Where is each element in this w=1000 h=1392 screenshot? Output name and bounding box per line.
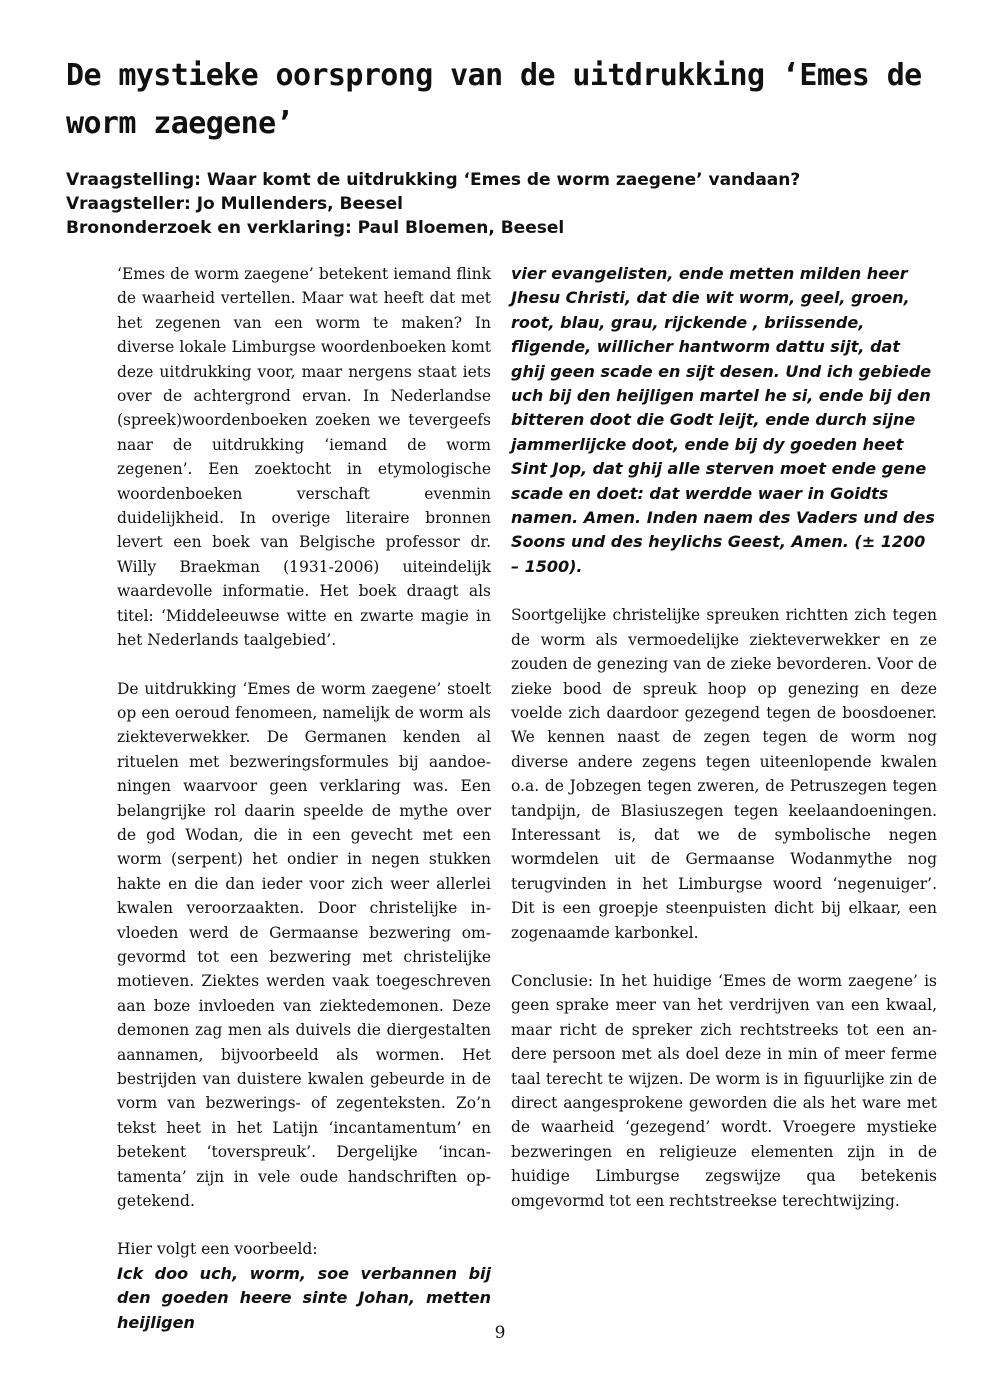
paragraph-2: De uitdrukking ‘Emes de worm zaegene’ stoelt op een oeroud fenomeen, namelijk de worm als ziekteverwekker. De Germanen kenden al rituelen met bezweringsformules bij aandoeningen waarvoor geen verklaring was. Een belangrijke rol daarin speelde de mythe over de god Wodan, die in een gevecht met een worm (serpent) het ondier in negen stukken hakte en die dan ieder voor zich weer allerlei kwalen veroorzaakten. Door christelijke invloeden werd de Germaanse bezwering omgevormd tot een bezwering met christelijke motieven. Ziektes werden vaak toegeschreven aan boze invloeden van ziektedemonen. Deze demonen zag men als duivels die diergestalten aannamen, bijvoorbeeld als wormen. Het bestrijden van duistere kwalen gebeurde in de vorm van bezwerings- of zegenteksten. Zo’n tekst heet in het Latijn ‘incantamentum’ en betekent ‘toverspreuk’. Dergelijke ‘incantamenta’ zijn in vele oude handschriften opgetekend. — [117, 679, 491, 1211]
example-prayer-continued: vier evangelisten, ende metten milden heer Jhesu Christi, dat die wit worm, geel, groen, root, blau, grau, rijckende , briissende, fligende, willicher hantworm dattu sijt, dat ghij geen scade en sijt desen. Und ich gebiede uch bij den heijligen martel he si, ende bij den bitteren doot die Godt leijt, ende durch sijne jammerlijcke doot, ende bij dy goeden heet Sint Jop, dat ghij alle sterven moet ende gene scade en doet: dat werdde waer in Goidts namen. Amen. Inden naem des Vaders und des Soons und des heylichs Geest, Amen. (± 1200 – 1500). — [511, 264, 935, 576]
page-number: 9 — [494, 1323, 506, 1343]
research-line: Brononderzoek en verklaring: Paul Bloemen, Beesel — [66, 218, 565, 238]
conclusion-paragraph: Conclusie: In het huidige ‘Emes de worm zaegene’ is geen sprake meer van het verdrijven van een kwaal, maar richt de spreker zich rechtstreeks tot een andere persoon met als doel deze in min of meer ferme taal terecht te wijzen. De worm is in figuurlijke zin de direct aangesprokene geworden die als het ware met de waarheid ‘gezegend’ wordt. Vroegere mystieke bezweringen en religieuze elementen zijn in de huidige Limburgse zegswijze qua betekenis omgevormd tot een rechtstreekse terechtwijzing. — [511, 971, 937, 1210]
article-title: De mystieke oorsprong van de uitdrukking ‘Emes de worm zaegene’ — [66, 58, 922, 141]
example-prayer-start: Ick doo uch, worm, soe verbannen bij den goeden heere sinte Johan, metten heijligen — [117, 1263, 491, 1332]
asker-line: Vraagsteller: Jo Mullenders, Beesel — [66, 194, 404, 214]
question-line: Vraagstelling: Waar komt de uitdrukking ‘Emes de worm zaegene’ vandaan? — [66, 170, 801, 190]
article-meta — [66, 168, 946, 240]
example-block — [117, 1237, 491, 1335]
paragraph-3: Soortgelijke christelijke spreuken richtten zich tegen de worm als vermoedelijke ziekteverwekker en ze zouden de genezing van de zieke bevorderen. Voor de zieke bood de spreuk hoop op genezing en deze voelde zich daardoor gezegend tegen de boosdoener. We kennen naast de zegen tegen de worm nog diverse andere zegens tegen uiteenlopende kwalen o.a. de Jobzegen tegen zweren, de Petruszegen tegen tandpijn, de Blasiuszegen tegen keelaandoeningen. Interessant is, dat we de symbolische negen wormdelen uit de Germaanse Wodanmythe nog terugvinden in het Limburgse woord ‘negenuiger’. Dit is een groepje steenpuisten dicht bij elkaar, een zogenaamde karbonkel. — [511, 606, 937, 942]
right-column — [511, 262, 937, 1213]
left-column — [117, 262, 491, 1335]
example-intro: Hier volgt een voorbeeld: — [117, 1240, 318, 1259]
paragraph-1: ‘Emes de worm zaegene’ betekent iemand flink de waarheid vertellen. Maar wat heeft dat met het zegenen van een worm te maken? In diverse lokale Limburgse woordenboeken komt deze uitdrukking voor, maar nergens staat iets over de achtergrond ervan. In Nederlandse (spreek)woordenboeken zoeken we tevergeefs naar de uitdrukking ‘iemand de worm zegenen’. Een zoektocht in etymologische woordenboeken verschaft evenmin duidelijkheid. In overige literaire bronnen levert een boek van Belgische professor dr. Willy Braekman (1931-2006) uiteindelijk waardevolle informatie. Het boek draagt als titel: ‘Middeleeuwse witte en zwarte magie in het Nederlands taalgebied’. — [117, 265, 491, 650]
